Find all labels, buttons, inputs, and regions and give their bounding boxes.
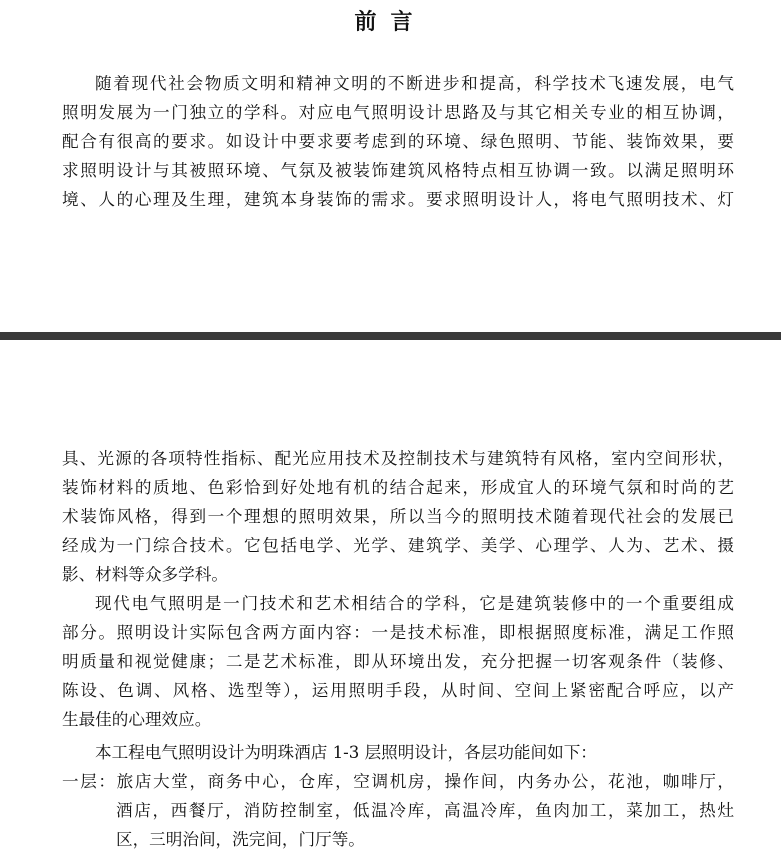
paragraph-line: 陈设、色调、风格、选型等），运用照明手段，从时间、空间上紧密配合呼应，以产 bbox=[62, 681, 734, 700]
paragraph-line: 照明发展为一门独立的学科。对应电气照明设计思路及与其它相关专业的相互协调， bbox=[62, 103, 734, 122]
page-title: 前言 bbox=[354, 10, 427, 35]
paragraph-line: 求照明设计与其被照环境、气氛及被装饰建筑风格特点相互协调一致。以满足照明环 bbox=[62, 161, 734, 180]
paragraph-line: 术装饰风格，得到一个理想的照明效果，所以当今的照明技术随着现代社会的发展已 bbox=[62, 507, 734, 526]
floor-list-line: 一层：旅店大堂，商务中心，仓库，空调机房，操作间，内务办公，花池，咖啡厅， bbox=[62, 772, 734, 791]
floor-list-line: 区，三明治间，洗完间，门厅等。 bbox=[116, 830, 365, 849]
floor-list-line: 酒店，西餐厅，消防控制室，低温冷库，高温冷库，鱼肉加工，菜加工，热灶 bbox=[116, 801, 734, 820]
paragraph-line: 经成为一门综合技术。它包括电学、光学、建筑学、美学、心理学、人为、艺术、摄 bbox=[62, 536, 734, 555]
page-divider bbox=[0, 332, 781, 340]
paragraph-line: 境、人的心理及生理，建筑本身装饰的需求。要求照明设计人，将电气照明技术、灯 bbox=[62, 190, 734, 209]
paragraph-line: 随着现代社会物质文明和精神文明的不断进步和提高，科学技术飞速发展，电气 bbox=[95, 74, 734, 93]
paragraph-line: 明质量和视觉健康；二是艺术标准，即从环境出发，充分把握一切客观条件（装修、 bbox=[62, 652, 734, 671]
paragraph-line: 现代电气照明是一门技术和艺术相结合的学科，它是建筑装修中的一个重要组成 bbox=[95, 594, 734, 613]
paragraph-line: 部分。照明设计实际包含两方面内容：一是技术标准，即根据照度标准，满足工作照 bbox=[62, 623, 734, 642]
paragraph-line: 生最佳的心理效应。 bbox=[62, 710, 212, 729]
paragraph-line: 装饰材料的质地、色彩恰到好处地有机的结合起来，形成宜人的环境气氛和时尚的艺 bbox=[62, 478, 734, 497]
paragraph-line: 本工程电气照明设计为明珠酒店 1-3 层照明设计，各层功能间如下： bbox=[95, 743, 597, 762]
paragraph-line: 具、光源的各项特性指标、配光应用技术及控制技术与建筑特有风格，室内空间形状， bbox=[62, 449, 734, 468]
paragraph-line: 配合有很高的要求。如设计中要求要考虑到的环境、绿色照明、节能、装饰效果，要 bbox=[62, 132, 734, 151]
paragraph-line: 影、材料等众多学科。 bbox=[62, 565, 228, 584]
